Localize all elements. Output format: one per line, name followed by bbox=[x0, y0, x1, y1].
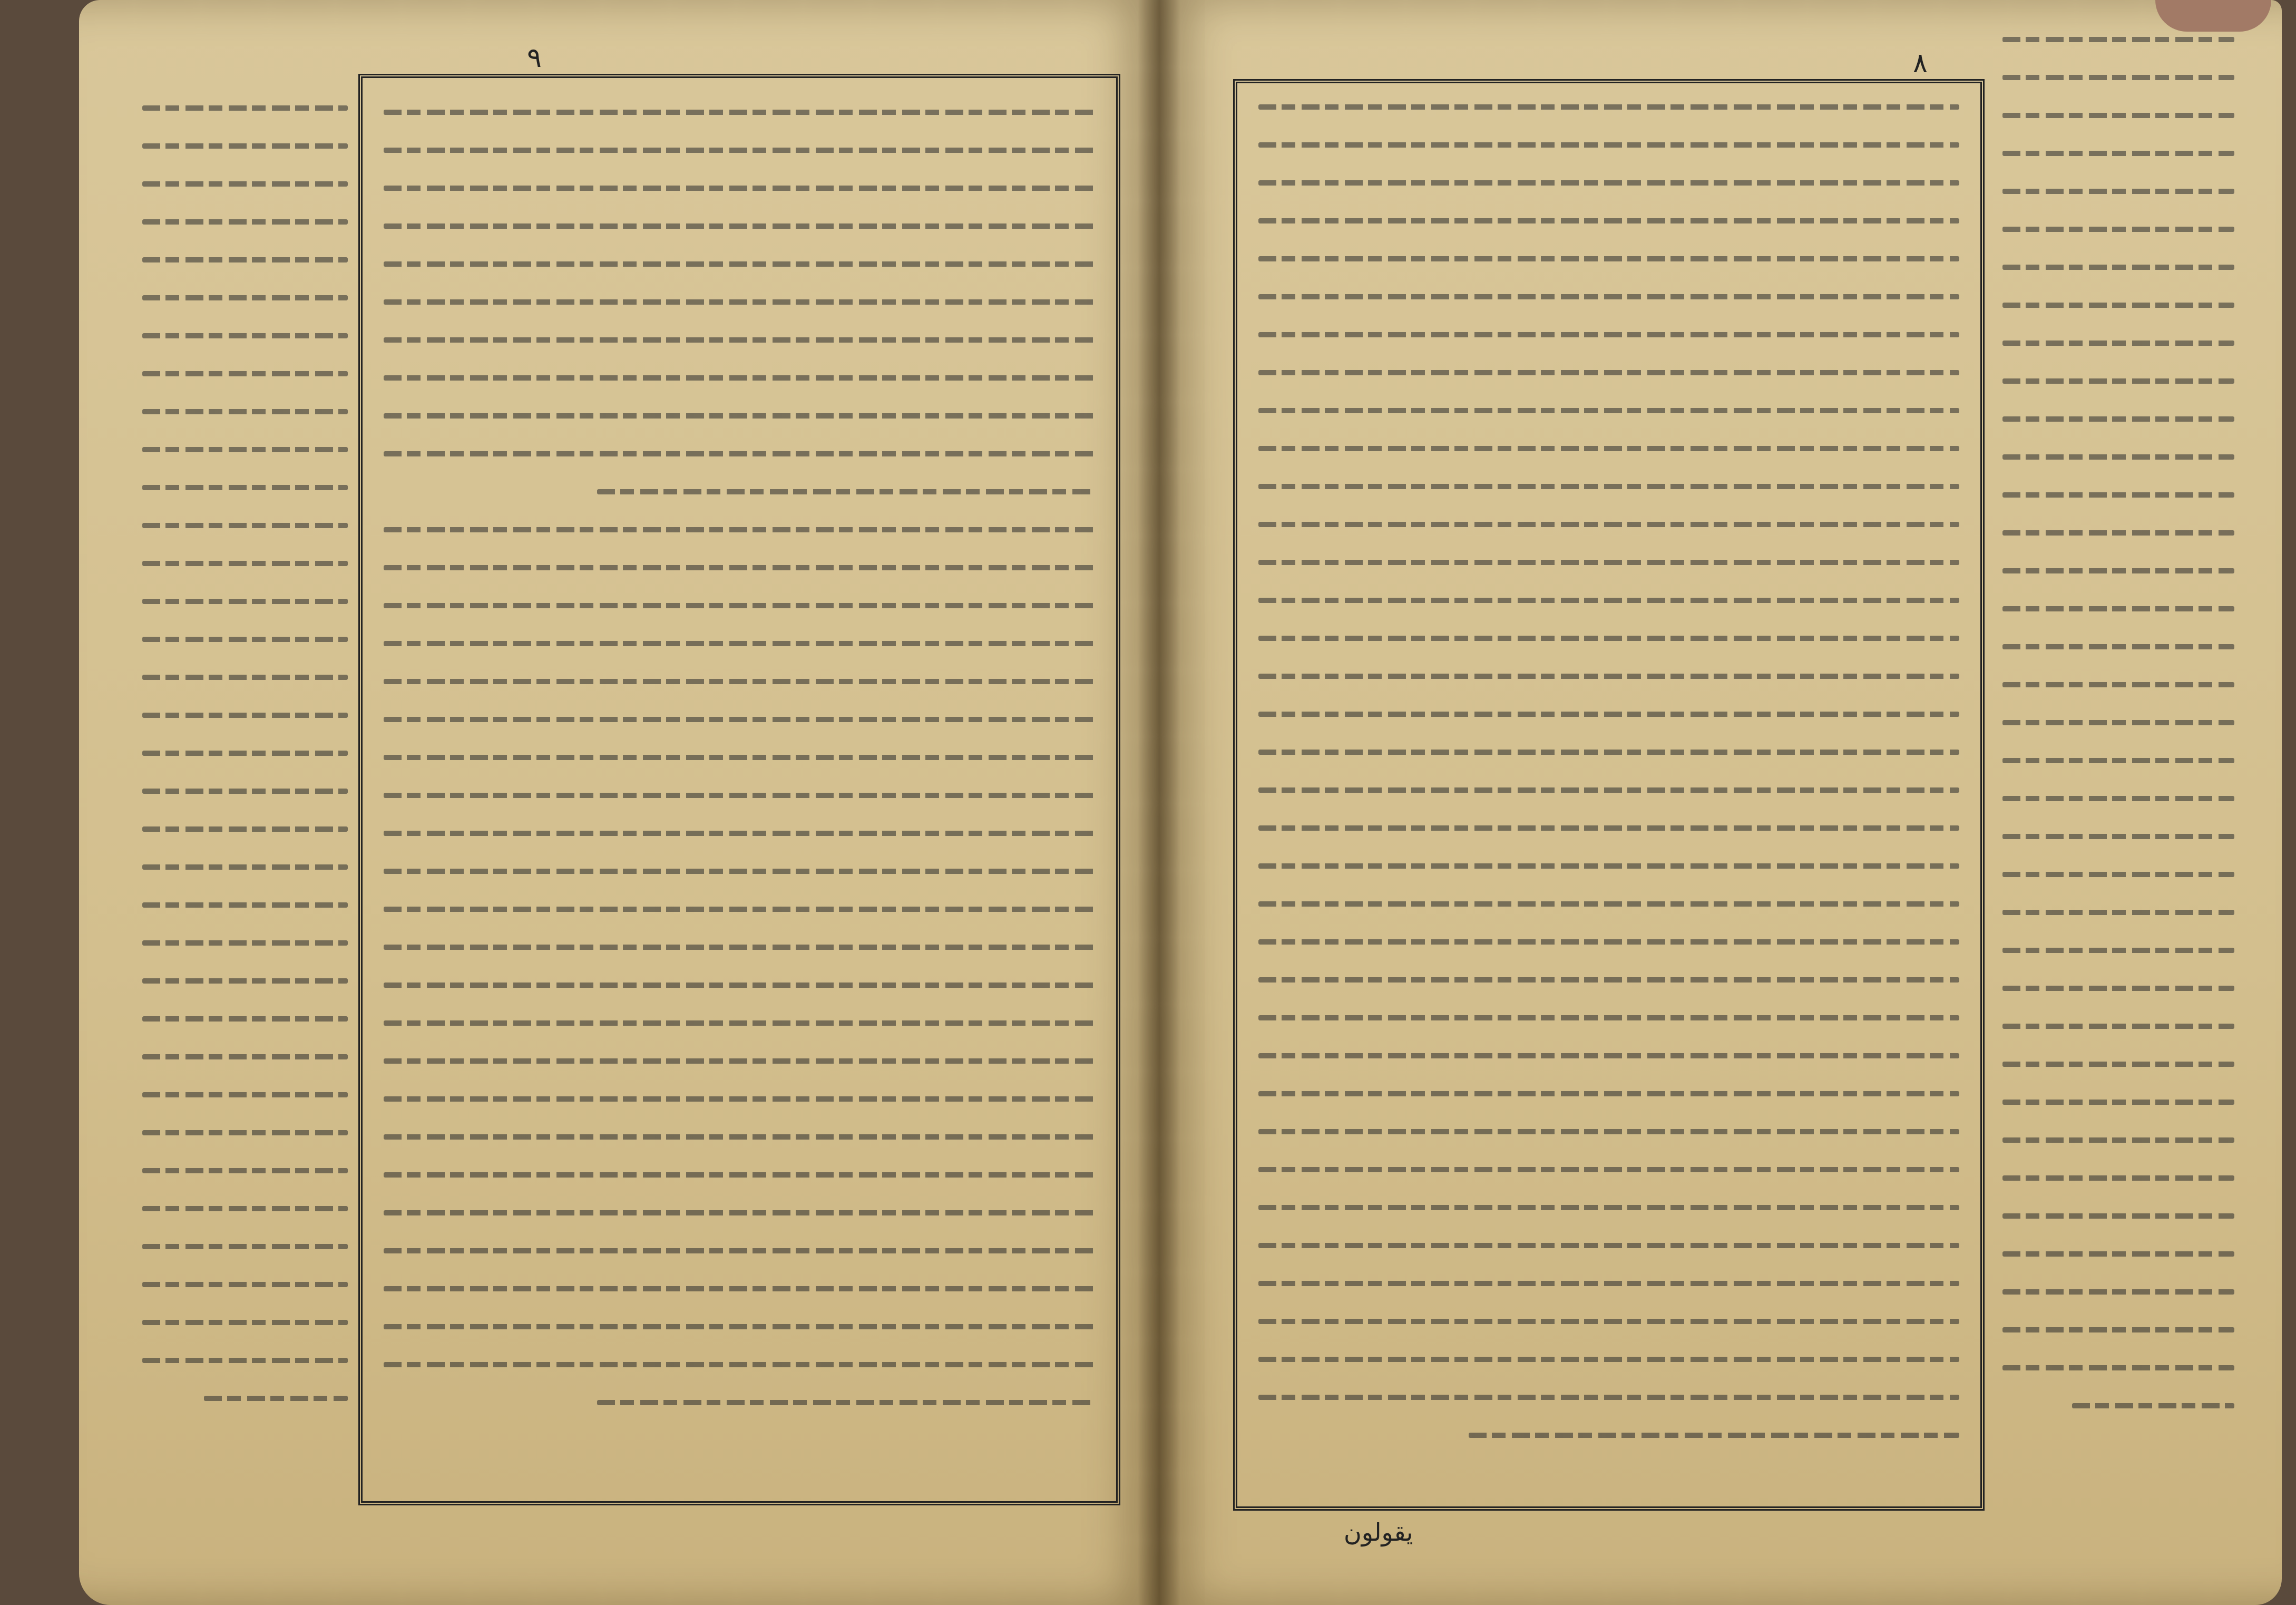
right-text-frame bbox=[1233, 79, 1985, 1511]
left-page bbox=[79, 0, 1159, 1605]
right-page bbox=[1159, 0, 2282, 1605]
thumb bbox=[2155, 0, 2271, 32]
open-book bbox=[79, 0, 2282, 1605]
right-page-catchword: يقولون bbox=[1344, 1518, 1413, 1546]
book-gutter bbox=[1138, 0, 1180, 1605]
right-margin-commentary bbox=[2002, 37, 2234, 1441]
left-margin-commentary bbox=[142, 105, 348, 1434]
left-text-frame bbox=[358, 74, 1120, 1505]
right-page-number: ٨ bbox=[1913, 47, 1928, 79]
left-body-text bbox=[384, 110, 1095, 1438]
right-body-text bbox=[1258, 104, 1959, 1471]
left-page-number: ٩ bbox=[527, 42, 542, 74]
